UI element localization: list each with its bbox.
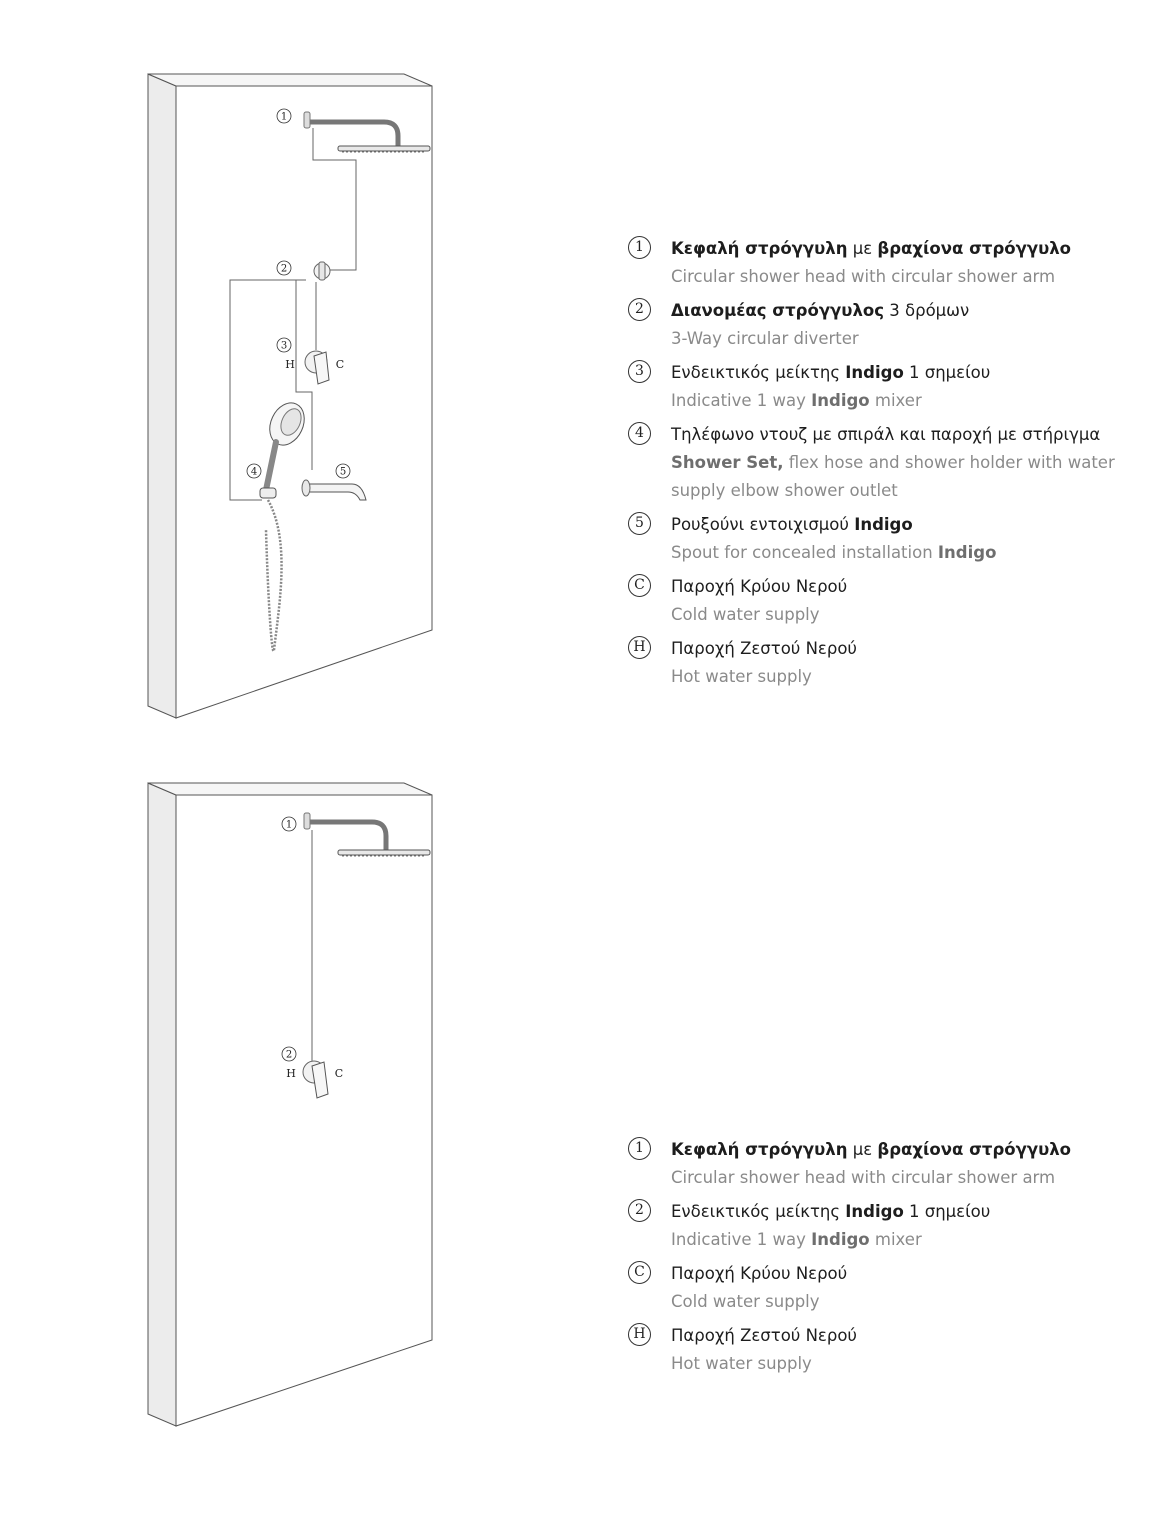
marker-circle: 3 <box>628 360 651 383</box>
marker-circle: 1 <box>628 236 651 259</box>
hot-label: H <box>286 1067 296 1080</box>
callout-3 <box>277 338 291 352</box>
marker-circle: H <box>628 636 651 659</box>
wall-top-face <box>148 74 432 86</box>
legend-item-cold <box>628 573 1148 629</box>
wall-diagram-1 <box>0 0 600 740</box>
legend-item-2 <box>628 1198 1148 1254</box>
english-description: Circular shower head with circular shower arm <box>671 267 1056 286</box>
legend-1 <box>628 235 1148 691</box>
cold-label: C <box>335 358 345 371</box>
english-description: Indicative 1 way Indigo mixer <box>671 391 922 410</box>
english-description: Shower Set, flex hose and shower holder with water <box>671 453 1115 472</box>
legend-item-cold <box>628 1260 1148 1316</box>
marker-circle: C <box>628 1261 651 1284</box>
marker-circle: C <box>628 574 651 597</box>
greek-description: Παροχή Κρύου Νερού <box>671 1264 848 1283</box>
greek-description: Ενδεικτικός μείκτης Indigo 1 σημείου <box>671 363 991 382</box>
marker-circle: 1 <box>628 1137 651 1160</box>
wall-front-face <box>176 86 432 718</box>
english-description: Circular shower head with circular shower arm <box>671 1168 1056 1187</box>
shower-holder <box>260 488 276 498</box>
svg-text:1: 1 <box>280 111 288 123</box>
wall-side-face <box>148 74 176 718</box>
shower-head <box>338 146 430 151</box>
hot-label: H <box>285 358 295 371</box>
legend-item-3 <box>628 359 1148 415</box>
greek-description: Παροχή Κρύου Νερού <box>671 577 848 596</box>
callout-5 <box>336 464 350 478</box>
wall-side-face <box>148 783 176 1426</box>
marker-circle: 4 <box>628 422 651 445</box>
english-description: Cold water supply <box>671 1292 820 1311</box>
legend-item-hot <box>628 1322 1148 1378</box>
english-description: Hot water supply <box>671 667 812 686</box>
greek-description: Ρουξούνι εντοιχισμού Indigo <box>671 515 913 534</box>
marker-circle: 5 <box>628 512 651 535</box>
diverter-lever <box>319 262 325 280</box>
svg-text:4: 4 <box>250 466 258 478</box>
shower-head <box>338 850 430 855</box>
wall-diagram-1-svg <box>0 0 600 740</box>
marker-circle: 2 <box>628 1199 651 1222</box>
cold-label: C <box>334 1067 344 1080</box>
callout-1 <box>282 817 296 831</box>
callout-1 <box>277 109 291 123</box>
callout-2 <box>282 1047 296 1061</box>
legend-item-4 <box>628 421 1148 505</box>
english-description: Spout for concealed installation Indigo <box>671 543 997 562</box>
wall-diagram-2-svg <box>0 740 600 1480</box>
english-description-line-2: supply elbow shower outlet <box>671 481 898 500</box>
svg-text:5: 5 <box>339 466 347 478</box>
greek-description: Κεφαλή στρόγγυλη με βραχίονα στρόγγυλο <box>671 239 1071 258</box>
callout-4 <box>247 464 261 478</box>
english-description: 3-Way circular diverter <box>671 329 859 348</box>
greek-description: Ενδεικτικός μείκτης Indigo 1 σημείου <box>671 1202 991 1221</box>
legend-item-1 <box>628 235 1148 291</box>
legend-item-1 <box>628 1136 1148 1192</box>
greek-description: Κεφαλή στρόγγυλη με βραχίονα στρόγγυλο <box>671 1140 1071 1159</box>
english-description: Hot water supply <box>671 1354 812 1373</box>
wall-front-face <box>176 795 432 1426</box>
svg-text:2: 2 <box>280 263 288 275</box>
svg-text:1: 1 <box>285 819 293 831</box>
wall-top-face <box>148 783 432 795</box>
arm-wall-flange <box>304 813 310 829</box>
english-description: Indicative 1 way Indigo mixer <box>671 1230 922 1249</box>
legend-item-2 <box>628 297 1148 353</box>
english-description: Cold water supply <box>671 605 820 624</box>
greek-description: Παροχή Ζεστού Νερού <box>671 1326 857 1345</box>
arm-wall-flange <box>304 112 310 128</box>
legend-item-5 <box>628 511 1148 567</box>
svg-text:2: 2 <box>285 1049 293 1061</box>
wall-diagram-2 <box>0 740 600 1480</box>
greek-description: Παροχή Ζεστού Νερού <box>671 639 857 658</box>
callout-2 <box>277 261 291 275</box>
spout-flange <box>302 480 310 496</box>
legend-item-hot <box>628 635 1148 691</box>
greek-description: Τηλέφωνο ντουζ με σπιράλ και παροχή με στήριγμα <box>671 425 1101 444</box>
legend-2 <box>628 1136 1148 1378</box>
marker-circle: H <box>628 1323 651 1346</box>
svg-text:3: 3 <box>280 340 288 352</box>
greek-description: Διανομέας στρόγγυλος 3 δρόμων <box>671 301 970 320</box>
marker-circle: 2 <box>628 298 651 321</box>
